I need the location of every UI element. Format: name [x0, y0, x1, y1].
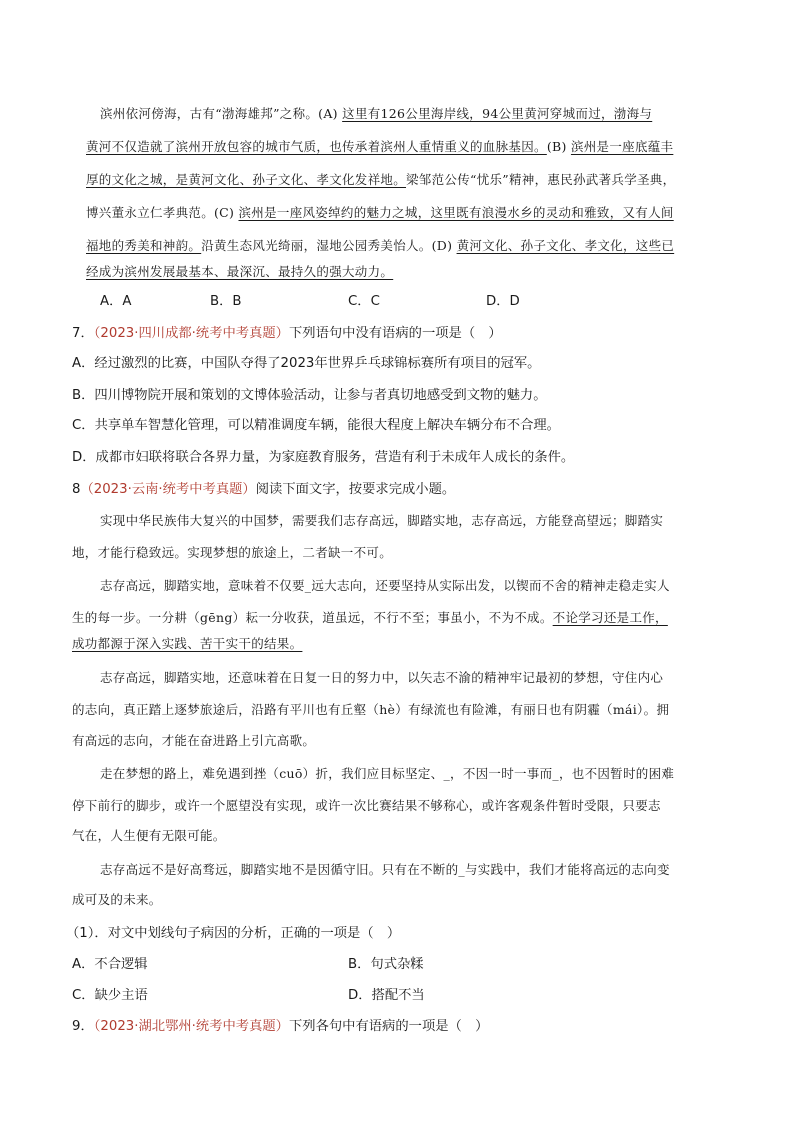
q8-underlined-sentence: 不论学习还是工作，: [552, 610, 668, 625]
question-number: 9．: [72, 1019, 94, 1034]
q6-text: 博兴董永立仁孝典范。(C): [86, 205, 239, 220]
q7-option-d[interactable]: D．成都市妇联将联合各界力量，为家庭教育服务，营造有利于未成年人成长的条件。: [72, 450, 575, 465]
q6-underlined-text: 这里有126公里海岸线，94公里黄河穿城而过，渤海与: [342, 106, 653, 121]
q8-para4-line3: 气在，人生便有无限可能。: [72, 828, 226, 843]
q6-line-2: [86, 137, 673, 155]
q6-text: 沿黄生态风光绮丽，湿地公园秀美怡人。(D): [201, 238, 457, 253]
q8-sub1-option-a[interactable]: A．不合逻辑: [72, 957, 148, 972]
question-source: （2023·四川成都·统考中考真题）: [93, 326, 289, 341]
q6-underlined-text: 厚的文化之城，是黄河文化、孙子文化、孝文化发祥地。: [86, 172, 407, 187]
q6-underlined-text: 滨州是一座风姿绰约的魅力之城，这里既有浪漫水乡的灵动和雅致，又有人间: [238, 205, 674, 220]
q9-header: [72, 1015, 488, 1034]
q8-sub1-option-b[interactable]: B．句式杂糅: [348, 957, 424, 972]
q6-text: (B): [546, 139, 571, 154]
q6-underlined-text: 黄河文化、孙子文化、孝文化，这些已: [456, 238, 675, 253]
q6-option-d[interactable]: D．D: [486, 294, 520, 309]
q8-para3-line1: 志存高远，脚踏实地，还意味着在日复一日的努力中，以矢志不渝的精神牢记最初的梦想，守住内心: [100, 670, 664, 685]
q6-line-6: [86, 262, 393, 280]
question-source: （2023·湖北鄂州·统考中考真题）: [93, 1019, 289, 1034]
q7-header: [72, 322, 502, 341]
q8-underlined-sentence: 成功都源于深入实践、苦干实干的结果。: [72, 636, 303, 651]
q6-line-3: [86, 170, 675, 188]
question-stem: 下列各句中有语病的一项是（ ）: [288, 1019, 489, 1034]
q6-option-a[interactable]: A．A: [100, 294, 132, 309]
q6-option-c[interactable]: C．C: [348, 294, 380, 309]
q8-sub1-stem: （1）．对文中划线句子病因的分析，正确的一项是（ ）: [66, 926, 401, 941]
q8-header: [72, 478, 455, 497]
q8-text: 生的每一步。一分耕（gēng）耘一分收获，道虽远，不行不至；事虽小，不为不成。: [72, 610, 553, 625]
q8-para4-line1: 走在梦想的路上，难免遇到挫（cuō）折，我们应目标坚定、_，不因一时一事而_，也不因暂时的困难: [100, 766, 675, 781]
q6-options: [0, 290, 794, 310]
q6-text: 滨州依河傍海，古有“渤海雄邦”之称。(A): [100, 106, 343, 121]
q6-underlined-text: 滨州是一座底蕴丰: [570, 139, 674, 154]
q7-option-c[interactable]: C．共享单车智慧化管理，可以精准调度车辆，能很大程度上解决车辆分布不合理。: [72, 418, 560, 433]
question-stem: 阅读下面文字，按要求完成小题。: [255, 482, 456, 497]
q8-sub1-option-c[interactable]: C．缺少主语: [72, 988, 148, 1003]
question-number: 7．: [72, 326, 94, 341]
q8-para4-line2: 停下前行的脚步，或许一个愿望没有实现，或许一次比赛结果不够称心，或许客观条件暂时受限，只要志: [72, 798, 661, 813]
q8-para2-line2: [72, 608, 668, 626]
q6-option-b[interactable]: B．B: [210, 294, 242, 309]
q8-para3-line2: 的志向，真正踏上逐梦旅途后，沿路有平川也有丘壑（hè）有绿流也有险滩，有丽日也有阴霾（mái）。拥: [72, 702, 670, 717]
q6-underlined-text: 经成为滨州发展最基本、最深沉、最持久的强大动力。: [86, 264, 394, 279]
q8-para1-line1: 实现中华民族伟大复兴的中国梦，需要我们志存高远，脚踏实地，志存高远，方能登高望远；脚踏实: [100, 513, 664, 528]
q6-underlined-text: 黄河不仅造就了滨州开放包容的城市气质，也传承着滨州人重情重义的血脉基因。: [86, 139, 547, 154]
q6-line-5: [86, 236, 674, 254]
q8-sub1-option-d[interactable]: D．搭配不当: [348, 988, 425, 1003]
q8-para2-line3: [72, 634, 302, 652]
q6-text: 梁邹范公传“忧乐”精神，惠民孙武著兵学圣典，: [406, 172, 676, 187]
question-source: （2023·云南·统考中考真题）: [80, 482, 256, 497]
q8-para2-line1: 志存高远，脚踏实地，意味着不仅要_远大志向，还要坚持从实际出发，以锲而不舍的精神走稳走实人: [100, 578, 670, 593]
q6-line-1: [100, 104, 652, 122]
question-stem: 下列语句中没有语病的一项是（ ）: [288, 326, 502, 341]
q6-underlined-text: 福地的秀美和神韵。: [86, 238, 202, 253]
q6-line-4: [86, 203, 674, 221]
q8-para1-line2: 地，才能行稳致远。实现梦想的旅途上，二者缺一不可。: [72, 545, 393, 560]
q8-para3-line3: 有高远的志向，才能在奋进路上引亢高歌。: [72, 733, 316, 748]
q8-para5-line1: 志存高远不是好高骛远，脚踏实地不是因循守旧。只有在不断的_与实践中，我们才能将高远的志向变: [100, 862, 670, 877]
q7-option-a[interactable]: A．经过激烈的比赛，中国队夺得了2023年世界乒乓球锦标赛所有项目的冠军。: [72, 356, 541, 371]
q7-option-b[interactable]: B．四川博物院开展和策划的文博体验活动，让参与者真切地感受到文物的魅力。: [72, 388, 547, 403]
q8-para5-line2: 成可及的未来。: [72, 892, 162, 907]
question-number: 8: [72, 482, 81, 497]
